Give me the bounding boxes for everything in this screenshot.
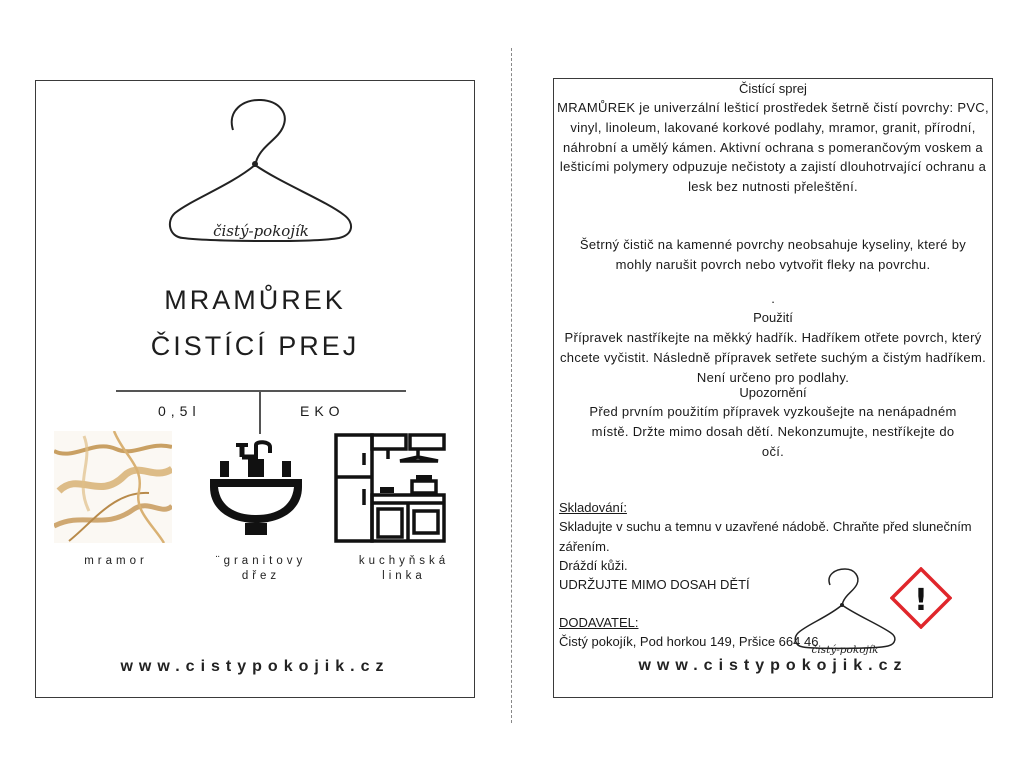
back-website-link[interactable]: www.cistypokojik.cz [638,657,908,674]
supplier-heading: DODAVATEL: [559,615,639,630]
irritant-warning: Dráždí kůži. [559,558,628,573]
stone-note: Šetrný čistič na kamenné povrchy neobsahuje kyseliny, které by mohly narušit povrch nebo vytvořit fleky na povrchu. [579,237,967,272]
marble-icon [54,431,172,543]
kitchen-icon [334,433,446,545]
product-subtitle: ČISTÍCÍ PREJ [150,331,360,361]
back-heading: Čistící sprej [739,81,807,96]
surface-label-marble: mramor [84,555,148,567]
storage-text: Skladujte v suchu a temnu v uzavřené nádobě. Chraňte před slunečním zářením. [559,519,972,554]
keep-away-warning: UDRŽUJTE MIMO DOSAH DĚTÍ [559,577,750,592]
title-rule [116,390,406,392]
logo-text: čistý-pokojík [213,222,309,240]
eco-label: EKO [300,403,345,419]
storage-heading: Skladování: [559,500,627,515]
surface-label-kitchen: kuchyňská linka [358,555,450,582]
back-label [553,78,993,698]
hazard-pictogram-icon [890,567,952,629]
supplier-text: Čistý pokojík, Pod horkou 149, Pršice 664 46 [559,634,819,649]
front-label [35,80,475,698]
separator-dot: . [771,291,775,306]
fold-divider [511,48,512,723]
warning-text: Před prvním použitím přípravek vyzkoušejte na nenápadném místě. Držte mimo dosah dětí. Nekonzumujte, nestříkejte do očí. [589,404,957,459]
product-title: MRAMŮREK [164,285,346,315]
hazard-symbol: ! [914,583,928,618]
product-description: MRAMŮREK je univerzální lešticí prostředek šetrně čistí povrchy: PVC, vinyl, linoleum, lakované korkové podlahy, mramor, granit, přírodní, náhrobní a umělý kámen. Aktivní ochrana s pomerančovým voskem a lešticími polymery odpuzuje nečistoty a zajistí dlouhotrvající ochranu a lesk bez nutnosti přeleštění. [557,100,989,195]
warning-heading: Upozornění [739,385,807,400]
volume-label: 0,5l [158,403,201,419]
sink-icon [208,439,304,539]
usage-text: Přípravek nastříkejte na měkký hadřík. Hadříkem otřete povrch, který chcete vyčistit. Následně přípravek setřete suchým a čistým hadříkem. Není určeno pro podlahy. [559,330,987,385]
center-rule [259,390,261,434]
website-link[interactable]: www.cistypokojik.cz [120,658,390,675]
usage-heading: Použití [753,310,793,325]
back-logo-text: čistý-pokojík [811,644,879,656]
surface-label-sink: ¨granitovy dřez [215,555,307,582]
